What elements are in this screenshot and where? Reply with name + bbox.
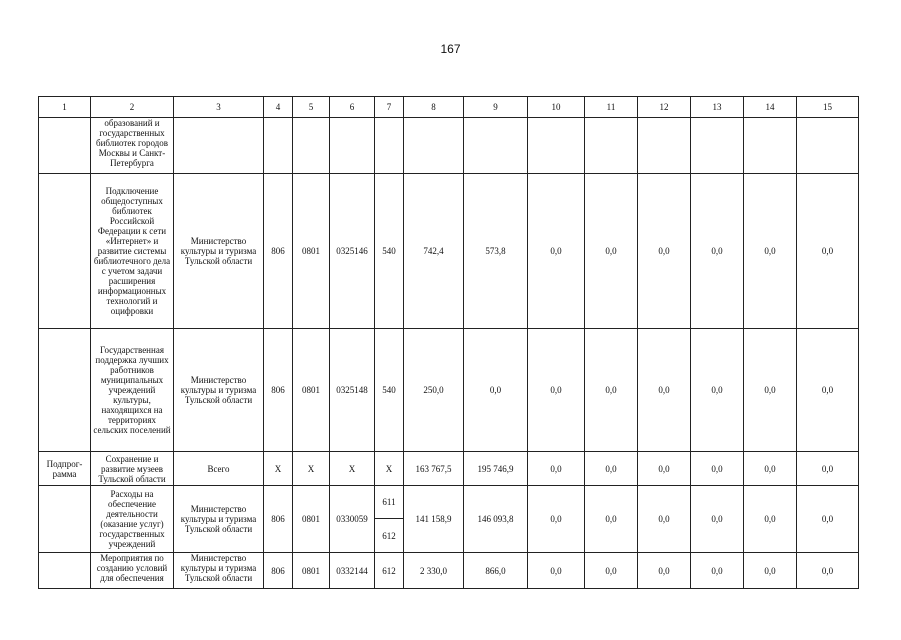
cell-expense-type: 540 [375, 329, 404, 452]
cell-grbs: 806 [264, 486, 293, 553]
cell-value: 0,0 [691, 452, 744, 486]
table-row [39, 118, 859, 174]
cell-expense-type [375, 118, 404, 174]
cell-value: 0,0 [744, 174, 797, 329]
cell-target-article: 0325148 [330, 329, 375, 452]
cell-expense-type: 611 [375, 486, 404, 519]
cell-value: 0,0 [528, 553, 585, 589]
cell-grbs: 806 [264, 174, 293, 329]
cell-value: 0,0 [585, 329, 638, 452]
cell-value: 573,8 [464, 174, 528, 329]
column-header: 9 [464, 97, 528, 118]
cell-value: 195 746,9 [464, 452, 528, 486]
cell-section: X [293, 452, 330, 486]
column-header: 13 [691, 97, 744, 118]
cell-value: 0,0 [528, 329, 585, 452]
cell-expense-type: 612 [375, 553, 404, 589]
cell-value: 0,0 [797, 452, 859, 486]
cell-target-article: 0332144 [330, 553, 375, 589]
cell-value: 0,0 [638, 452, 691, 486]
cell-executor: Министерство культуры и туризма Тульской области [174, 329, 264, 452]
cell-program [39, 118, 91, 174]
cell-executor: Министерство культуры и туризма Тульской области [174, 486, 264, 553]
cell-value: 0,0 [464, 329, 528, 452]
cell-value: 0,0 [585, 553, 638, 589]
column-header: 12 [638, 97, 691, 118]
cell-value: 0,0 [585, 174, 638, 329]
column-header: 8 [404, 97, 464, 118]
cell-value: 0,0 [638, 329, 691, 452]
cell-value: 0,0 [744, 553, 797, 589]
cell-value: 0,0 [797, 553, 859, 589]
cell-description: Сохранение и развитие музеев Тульской области [91, 452, 174, 486]
cell-target-article [330, 118, 375, 174]
table-row [39, 553, 859, 589]
cell-value: 0,0 [744, 452, 797, 486]
cell-executor [174, 118, 264, 174]
cell-value: 0,0 [691, 486, 744, 553]
cell-value: 2 330,0 [404, 553, 464, 589]
cell-executor: Всего [174, 452, 264, 486]
cell-value: 0,0 [585, 452, 638, 486]
table-row [39, 452, 859, 486]
column-header: 4 [264, 97, 293, 118]
cell-value: 0,0 [585, 486, 638, 553]
cell-executor: Министерство культуры и туризма Тульской области [174, 174, 264, 329]
cell-value [585, 118, 638, 174]
column-header: 6 [330, 97, 375, 118]
cell-value: 0,0 [744, 329, 797, 452]
cell-executor: Министерство культуры и туризма Тульской области [174, 553, 264, 589]
cell-value: 141 158,9 [404, 486, 464, 553]
table-row [39, 486, 859, 519]
cell-grbs: 806 [264, 329, 293, 452]
column-header: 1 [39, 97, 91, 118]
column-header: 2 [91, 97, 174, 118]
cell-section [293, 118, 330, 174]
column-header: 15 [797, 97, 859, 118]
cell-value: 0,0 [691, 174, 744, 329]
cell-program [39, 553, 91, 589]
cell-description: Государственная поддержка лучших работников муниципальных учреждений культуры, находящихся на территориях сельских поселений [91, 329, 174, 452]
column-header: 14 [744, 97, 797, 118]
cell-expense-type: X [375, 452, 404, 486]
cell-value: 0,0 [528, 452, 585, 486]
cell-target-article: X [330, 452, 375, 486]
cell-value: 0,0 [638, 174, 691, 329]
cell-section: 0801 [293, 329, 330, 452]
cell-value [797, 118, 859, 174]
cell-value: 146 093,8 [464, 486, 528, 553]
cell-value: 742,4 [404, 174, 464, 329]
header-row [39, 97, 859, 118]
cell-description: образований и государственных библиотек городов Москвы и Санкт-Петербурга [91, 118, 174, 174]
column-header: 7 [375, 97, 404, 118]
cell-value: 0,0 [797, 486, 859, 553]
cell-grbs [264, 118, 293, 174]
cell-expense-type: 612 [375, 519, 404, 553]
cell-section: 0801 [293, 486, 330, 553]
cell-description: Подключение общедоступных библиотек Российской Федерации к сети «Интернет» и развитие системы библиотечного дела с учетом задачи расширения информационных технологий и оцифровки [91, 174, 174, 329]
page-number: 167 [440, 42, 461, 56]
cell-value: 0,0 [797, 329, 859, 452]
table-row [39, 174, 859, 329]
cell-target-article: 0330059 [330, 486, 375, 553]
budget-table [38, 96, 859, 589]
cell-target-article: 0325146 [330, 174, 375, 329]
cell-value: 0,0 [744, 486, 797, 553]
column-header: 10 [528, 97, 585, 118]
column-header: 3 [174, 97, 264, 118]
column-header: 11 [585, 97, 638, 118]
table-row [39, 329, 859, 452]
cell-section: 0801 [293, 174, 330, 329]
cell-value: 250,0 [404, 329, 464, 452]
cell-value [464, 118, 528, 174]
cell-value: 0,0 [638, 486, 691, 553]
cell-program [39, 329, 91, 452]
cell-value: 0,0 [797, 174, 859, 329]
cell-value [404, 118, 464, 174]
cell-value [528, 118, 585, 174]
cell-program: Подпрог-рамма [39, 452, 91, 486]
cell-program [39, 174, 91, 329]
cell-value [744, 118, 797, 174]
cell-value: 0,0 [638, 553, 691, 589]
cell-program [39, 486, 91, 553]
cell-value: 0,0 [691, 329, 744, 452]
cell-value: 163 767,5 [404, 452, 464, 486]
cell-value: 866,0 [464, 553, 528, 589]
cell-expense-type: 540 [375, 174, 404, 329]
cell-grbs: X [264, 452, 293, 486]
cell-value: 0,0 [691, 553, 744, 589]
cell-value [691, 118, 744, 174]
cell-grbs: 806 [264, 553, 293, 589]
cell-description: Расходы на обеспечение деятельности (оказание услуг) государственных учреждений [91, 486, 174, 553]
cell-value: 0,0 [528, 486, 585, 553]
column-header: 5 [293, 97, 330, 118]
cell-section: 0801 [293, 553, 330, 589]
cell-description: Мероприятия по созданию условий для обеспечения [91, 553, 174, 589]
cell-value [638, 118, 691, 174]
cell-value: 0,0 [528, 174, 585, 329]
